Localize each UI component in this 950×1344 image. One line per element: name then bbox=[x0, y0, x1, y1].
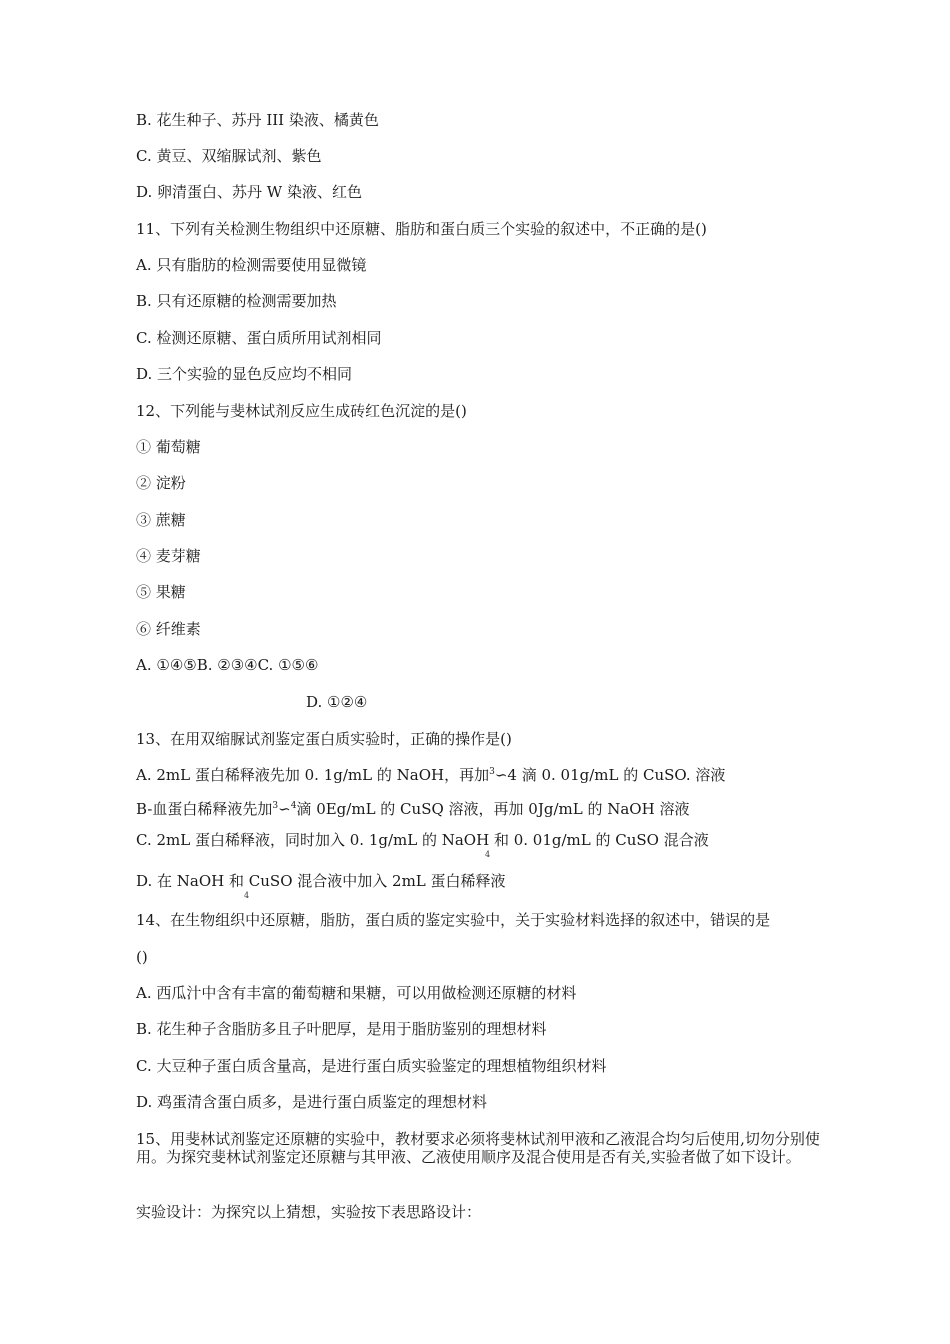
q13-option-b-sup2: 4 bbox=[290, 801, 297, 811]
q11-option-c: C. 检测还原糖、蛋白质所用试剂相同 bbox=[136, 329, 382, 347]
q14-option-b: B. 花生种子含脂肪多且子叶肥厚，是用于脂肪鉴别的理想材料 bbox=[136, 1020, 547, 1038]
q10-option-d: D. 卵清蛋白、苏丹 W 染液、红色 bbox=[136, 183, 362, 201]
q11-option-b: B. 只有还原糖的检测需要加热 bbox=[136, 292, 337, 310]
q14-option-d: D. 鸡蛋清含蛋白质多，是进行蛋白质鉴定的理想材料 bbox=[136, 1093, 488, 1111]
q11-option-a: A. 只有脂肪的检测需要使用显微镜 bbox=[136, 256, 367, 274]
q12-item-1: ① 葡萄糖 bbox=[136, 438, 201, 456]
q12-item-4: ④ 麦芽糖 bbox=[136, 547, 201, 565]
q14-paren: () bbox=[136, 948, 148, 966]
q11-option-d: D. 三个实验的显色反应均不相同 bbox=[136, 365, 353, 383]
q15-design: 实验设计：为探究以上猜想，实验按下表思路设计： bbox=[136, 1203, 482, 1221]
question-14: 14、在生物组织中还原糖，脂肪，蛋白质的鉴定实验中，关于实验材料选择的叙述中，错误的是 bbox=[136, 911, 771, 929]
q13-option-a-sup: 3 bbox=[489, 767, 495, 777]
q13-option-b-part2: 滴 0Eg/mL 的 CuSQ 溶液，再加 0Jg/mL 的 NaOH 溶液 bbox=[296, 800, 690, 818]
q13-option-c: C. 2mL 蛋白稀释液，同时加入 0. 1g/mL 的 NaOH 和 0. 01g/mL 的 CuSO 混合液 bbox=[136, 831, 709, 849]
q12-item-3: ③ 蔗糖 bbox=[136, 511, 186, 529]
q13-option-c-subscript: 4 bbox=[485, 850, 491, 859]
q12-options-abc: A. ①④⑤B. ②③④C. ①⑤⑥ bbox=[136, 656, 319, 674]
q10-option-b: B. 花生种子、苏丹 III 染液、橘黄色 bbox=[136, 111, 379, 129]
q13-option-b-mid: ∽ bbox=[278, 800, 291, 818]
q13-option-d-subscript: 4 bbox=[244, 891, 250, 900]
question-15: 15、用斐林试剂鉴定还原糖的实验中，教材要求必须将斐林试剂甲液和乙液混合均匀后使用,切勿分别使用。为探究斐林试剂鉴定还原糖与其甲液、乙液使用顺序及混合使用是否有关,实验者做了如下设计。 bbox=[136, 1130, 820, 1166]
q13-option-d: D. 在 NaOH 和 CuSO 混合液中加入 2mL 蛋白稀释液 bbox=[136, 872, 506, 890]
q13-option-a-part1: A. 2mL 蛋白稀释液先加 0. 1g/mL 的 NaOH，再加 bbox=[136, 766, 490, 784]
question-13: 13、在用双缩脲试剂鉴定蛋白质实验时，正确的操作是() bbox=[136, 730, 512, 748]
q12-item-6: ⑥ 纤维素 bbox=[136, 620, 201, 638]
question-12: 12、下列能与斐林试剂反应生成砖红色沉淀的是() bbox=[136, 402, 467, 420]
q14-option-c: C. 大豆种子蛋白质含量高，是进行蛋白质实验鉴定的理想植物组织材料 bbox=[136, 1057, 607, 1075]
q14-option-a: A. 西瓜汁中含有丰富的葡萄糖和果糖，可以用做检测还原糖的材料 bbox=[136, 984, 577, 1002]
q12-item-2: ② 淀粉 bbox=[136, 474, 186, 492]
q12-option-d: D. ①②④ bbox=[306, 693, 368, 711]
q13-option-a bbox=[136, 765, 725, 785]
question-11: 11、下列有关检测生物组织中还原糖、脂肪和蛋白质三个实验的叙述中，不正确的是() bbox=[136, 220, 707, 238]
q13-option-a-part2: ∽4 滴 0. 01g/mL 的 CuSO. 溶液 bbox=[494, 766, 726, 784]
q13-option-b-sup1: 3 bbox=[272, 801, 279, 811]
q12-item-5: ⑤ 果糖 bbox=[136, 583, 186, 601]
q10-option-c: C. 黄豆、双缩脲试剂、紫色 bbox=[136, 147, 322, 165]
q13-option-b bbox=[136, 799, 689, 819]
q13-option-b-part1: B-血蛋白稀释液先加 bbox=[136, 800, 273, 818]
